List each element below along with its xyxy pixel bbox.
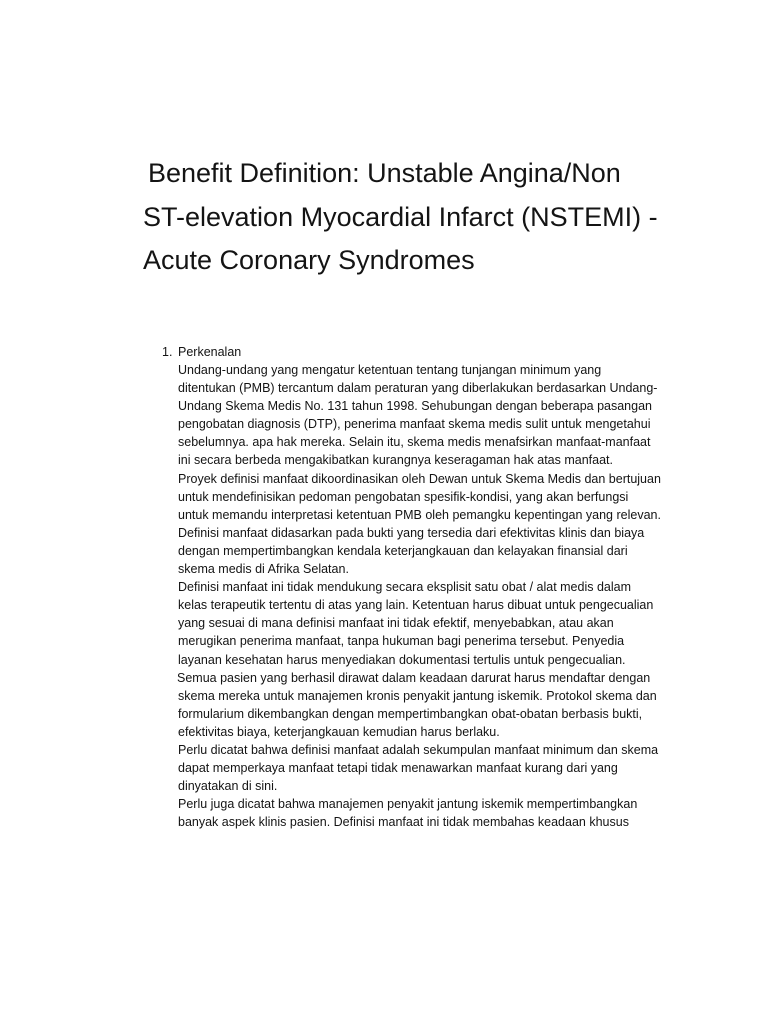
- paragraph-4: Definisi manfaat ini tidak mendukung secara eksplisit satu obat / alat medis dalam kelas terapeutik tertentu di atas yang lain. Ketentuan harus dibuat untuk pengecualian yang sesuai di mana definisi manfaat ini tidak efektif, menyebabkan, atau akan merugikan penerima manfaat, tanpa hukuman bagi penerima tersebut. Penyedia layanan kesehatan harus menyediakan dokumentasi tertulis untuk pengecualian.: [178, 580, 654, 667]
- section-heading-text: Perkenalan: [178, 345, 242, 359]
- section-body: [162, 361, 662, 831]
- document-title: Benefit Definition: Unstable Angina/Non ST-elevation Myocardial Infarct (NSTEMI) -Acute Coronary Syndromes: [143, 158, 658, 275]
- paragraph-7: Perlu juga dicatat bahwa manajemen penyakit jantung iskemik mempertimbangkan banyak aspek klinis pasien. Definisi manfaat ini tidak membahas keadaan khusus: [178, 797, 638, 830]
- paragraph-2: Proyek definisi manfaat dikoordinasikan oleh Dewan untuk Skema Medis dan bertujuan untuk mendefinisikan pedoman pengobatan spesifik-kondisi, yang akan berfungsi untuk memandu interpretasi ketentuan PMB oleh pemangku kepentingan yang relevan.: [178, 471, 661, 522]
- paragraph-6: Perlu dicatat bahwa definisi manfaat adalah sekumpulan manfaat minimum dan skema dapat memperkaya manfaat tetapi tidak menawarkan manfaat kurang dari yang dinyatakan di sini.: [178, 742, 659, 794]
- section-introduction: [162, 343, 662, 831]
- paragraph-3: Definisi manfaat didasarkan pada bukti yang tersedia dari efektivitas klinis dan biaya dengan mempertimbangkan kendala keterjangkauan dan kelayakan finansial dari skema medis di Afrika Selatan.: [178, 525, 645, 577]
- paragraph-5: Semua pasien yang berhasil dirawat dalam keadaan darurat harus mendaftar dengan skema mereka untuk manajemen kronis penyakit jantung iskemik. Protokol skema dan formularium dikembangkan dengan mempertimbangkan obat-obatan berbasis bukti, efektivitas biaya, keterjangkauan kemudian harus berlaku.: [177, 670, 657, 739]
- section-heading: [162, 343, 662, 361]
- paragraph-1: Undang-undang yang mengatur ketentuan tentang tunjangan minimum yang ditentukan (PMB) tercantum dalam peraturan yang diberlakukan berdasarkan Undang-Undang Skema Medis No. 131 tahun 1998. Sehubungan dengan beberapa pasangan pengobatan diagnosis (DTP), penerima manfaat skema medis sulit untuk mengetahui sebelumnya. apa hak mereka. Selain itu, skema medis menafsirkan manfaat-manfaat ini secara berbeda mengakibatkan kurangnya keseragaman hak atas manfaat.: [178, 363, 658, 468]
- section-number: 1.: [162, 345, 173, 359]
